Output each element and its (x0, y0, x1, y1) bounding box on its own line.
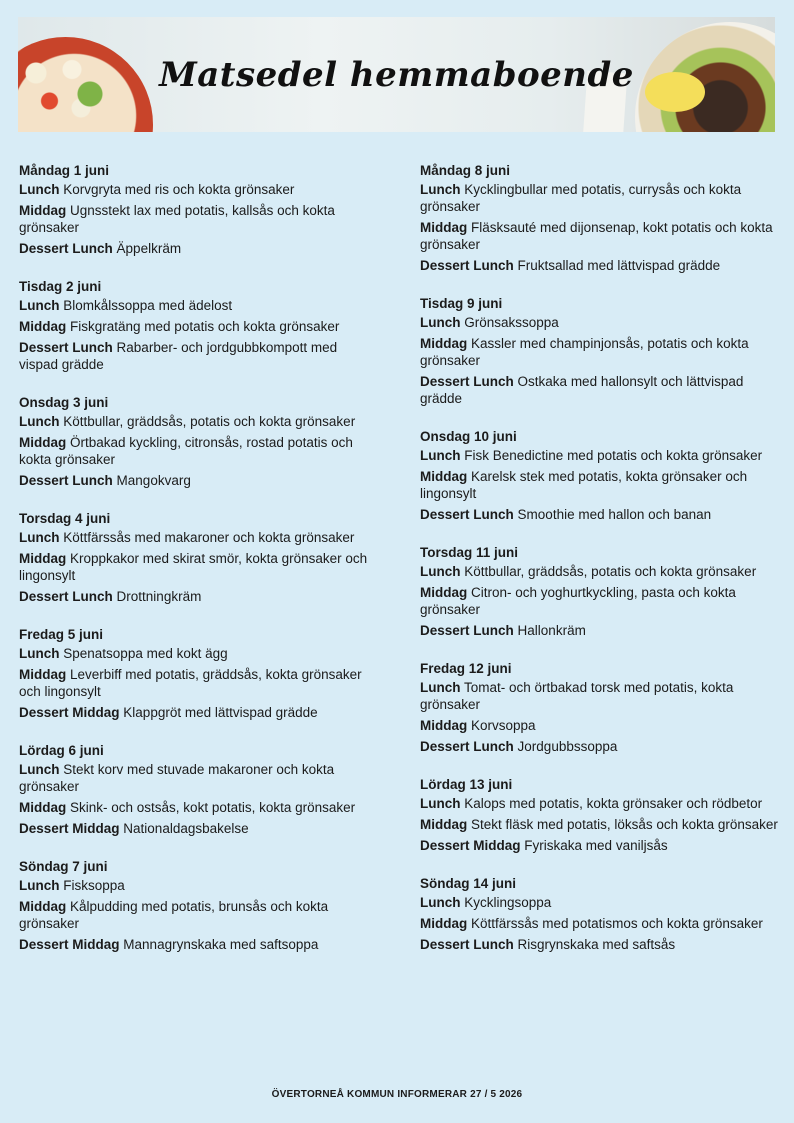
meal-text: Korvgryta med ris och kokta grönsaker (63, 182, 295, 197)
meal-line (19, 550, 379, 584)
day-title: Söndag 14 juni (420, 876, 517, 891)
meal-label: Middag (420, 469, 468, 484)
meal-label: Lunch (420, 315, 461, 330)
day-block (19, 508, 379, 605)
meal-label: Lunch (19, 182, 60, 197)
day-title: Tisdag 2 juni (19, 279, 102, 294)
day-title: Måndag 1 juni (19, 163, 110, 178)
meal-label: Lunch (420, 796, 461, 811)
meal-label: Dessert Lunch (420, 623, 514, 638)
meal-text: Kycklingbullar med potatis, currysås och kokta grönsaker (420, 182, 742, 214)
header-banner (18, 17, 775, 132)
page-title: Matsedel hemmaboende (159, 55, 634, 95)
meal-line (19, 240, 379, 257)
day-block (420, 426, 780, 523)
day-title: Torsdag 4 juni (19, 511, 111, 526)
day-block (19, 160, 379, 257)
meal-label: Middag (19, 551, 67, 566)
meal-label: Middag (420, 916, 468, 931)
meal-label: Middag (19, 667, 67, 682)
meal-line (420, 795, 780, 812)
meal-line (19, 529, 379, 546)
day-block (420, 774, 780, 854)
meal-label: Middag (420, 718, 468, 733)
day-title: Lördag 13 juni (420, 777, 513, 792)
meal-line (19, 472, 379, 489)
meal-text: Fyriskaka med vaniljsås (524, 838, 668, 853)
meal-text: Mannagrynskaka med saftsoppa (123, 937, 319, 952)
meal-label: Dessert Lunch (19, 340, 113, 355)
meal-label: Middag (19, 203, 67, 218)
meal-text: Blomkålssoppa med ädelost (63, 298, 233, 313)
meal-label: Middag (420, 585, 468, 600)
meal-label: Dessert Lunch (420, 374, 514, 389)
meal-line (19, 181, 379, 198)
meal-text: Köttbullar, gräddsås, potatis och kokta grönsaker (63, 414, 356, 429)
meal-text: Fläsksauté med dijonsenap, kokt potatis och kokta grönsaker (420, 220, 773, 252)
meal-line (420, 622, 780, 639)
meal-text: Smoothie med hallon och banan (517, 507, 712, 522)
meal-text: Stekt fläsk med potatis, löksås och kokta grönsaker (471, 817, 778, 832)
meal-text: Köttfärssås med potatismos och kokta grönsaker (471, 916, 763, 931)
day-block (420, 873, 780, 953)
meal-line (19, 645, 379, 662)
meal-text: Drottningkräm (116, 589, 202, 604)
meal-text: Äppelkräm (116, 241, 182, 256)
meal-line (420, 335, 780, 369)
menu-column-right (420, 160, 780, 972)
meal-label: Middag (19, 435, 67, 450)
meal-text: Hallonkräm (517, 623, 586, 638)
meal-label: Middag (19, 899, 67, 914)
meal-text: Fisk Benedictine med potatis och kokta grönsaker (464, 448, 763, 463)
meal-text: Stekt korv med stuvade makaroner och kokta grönsaker (19, 762, 335, 794)
day-title: Fredag 12 juni (420, 661, 512, 676)
footer-text: ÖVERTORNEÅ KOMMUN INFORMERAR 27 / 5 2026 (271, 1089, 523, 1100)
day-title: Onsdag 10 juni (420, 429, 517, 444)
meal-label: Middag (420, 817, 468, 832)
meal-line (420, 468, 780, 502)
meal-line (420, 219, 780, 253)
meal-label: Dessert Lunch (19, 241, 113, 256)
meal-line (420, 738, 780, 755)
meal-text: Korvsoppa (471, 718, 536, 733)
meal-text: Fiskgratäng med potatis och kokta grönsaker (70, 319, 340, 334)
meal-line (19, 704, 379, 721)
meal-line (420, 894, 780, 911)
meal-label: Dessert Lunch (19, 473, 113, 488)
meal-line (420, 584, 780, 618)
meal-label: Middag (19, 319, 67, 334)
day-block (420, 160, 780, 274)
meal-line (19, 318, 379, 335)
meal-line (19, 588, 379, 605)
meal-label: Lunch (420, 895, 461, 910)
meal-text: Ostkaka med hallonsylt och lättvispad grädde (420, 374, 744, 406)
meal-text: Karelsk stek med potatis, kokta grönsaker och lingonsylt (420, 469, 748, 501)
day-title: Söndag 7 juni (19, 859, 108, 874)
meal-line (19, 877, 379, 894)
meal-line (420, 679, 780, 713)
meal-label: Lunch (19, 530, 60, 545)
meal-line (19, 666, 379, 700)
meal-text: Tomat- och örtbakad torsk med potatis, kokta grönsaker (420, 680, 734, 712)
meal-label: Lunch (420, 182, 461, 197)
day-block (420, 542, 780, 639)
day-block (420, 293, 780, 407)
meal-text: Grönsakssoppa (464, 315, 559, 330)
meal-text: Leverbiff med potatis, gräddsås, kokta grönsaker och lingonsylt (19, 667, 362, 699)
meal-label: Lunch (420, 680, 461, 695)
meal-line (420, 506, 780, 523)
meal-line (420, 563, 780, 580)
meal-line (420, 314, 780, 331)
meal-line (420, 447, 780, 464)
day-title: Fredag 5 juni (19, 627, 104, 642)
meal-text: Rabarber- och jordgubbkompott med vispad grädde (19, 340, 338, 372)
meal-text: Kycklingsoppa (464, 895, 552, 910)
meal-text: Skink- och ostsås, kokt potatis, kokta grönsaker (70, 800, 356, 815)
day-title: Torsdag 11 juni (420, 545, 519, 560)
day-block (19, 740, 379, 837)
meal-line (19, 799, 379, 816)
meal-label: Dessert Middag (19, 937, 120, 952)
meal-label: Middag (420, 220, 468, 235)
meal-label: Dessert Middag (420, 838, 521, 853)
meal-label: Lunch (420, 564, 461, 579)
day-title: Onsdag 3 juni (19, 395, 109, 410)
day-title: Tisdag 9 juni (420, 296, 503, 311)
meal-text: Ugnsstekt lax med potatis, kallsås och kokta grönsaker (19, 203, 335, 235)
day-block (19, 392, 379, 489)
meal-label: Dessert Middag (19, 821, 120, 836)
meal-line (19, 820, 379, 837)
meal-label: Lunch (420, 448, 461, 463)
meal-line (420, 373, 780, 407)
meal-line (19, 339, 379, 373)
meal-line (19, 898, 379, 932)
meal-label: Dessert Middag (19, 705, 120, 720)
meal-label: Lunch (19, 762, 60, 777)
meal-label: Middag (420, 336, 468, 351)
meal-line (19, 936, 379, 953)
meal-line (420, 936, 780, 953)
meal-text: Köttbullar, gräddsås, potatis och kokta grönsaker (464, 564, 757, 579)
meal-line (420, 181, 780, 215)
day-title: Måndag 8 juni (420, 163, 511, 178)
meal-label: Lunch (19, 414, 60, 429)
day-block (19, 624, 379, 721)
meal-text: Fisksoppa (63, 878, 125, 893)
meal-label: Dessert Lunch (420, 507, 514, 522)
meal-line (19, 297, 379, 314)
day-block (19, 276, 379, 373)
meal-line (420, 717, 780, 734)
meal-text: Risgrynskaka med saftsås (517, 937, 676, 952)
day-title: Lördag 6 juni (19, 743, 104, 758)
meal-label: Lunch (19, 298, 60, 313)
meal-text: Köttfärssås med makaroner och kokta grönsaker (63, 530, 355, 545)
meal-text: Citron- och yoghurtkyckling, pasta och kokta grönsaker (420, 585, 736, 617)
meal-label: Dessert Lunch (420, 937, 514, 952)
meal-text: Kassler med champinjonsås, potatis och kokta grönsaker (420, 336, 749, 368)
meal-text: Kålpudding med potatis, brunsås och kokta grönsaker (19, 899, 329, 931)
meal-label: Lunch (19, 646, 60, 661)
meal-line (19, 413, 379, 430)
meal-label: Lunch (19, 878, 60, 893)
day-block (19, 856, 379, 953)
meal-label: Dessert Lunch (420, 258, 514, 273)
meal-text: Klappgröt med lättvispad grädde (123, 705, 318, 720)
meal-text: Spenatsoppa med kokt ägg (63, 646, 228, 661)
meal-text: Örtbakad kyckling, citronsås, rostad potatis och kokta grönsaker (19, 435, 353, 467)
meal-line (19, 434, 379, 468)
meal-text: Fruktsallad med lättvispad grädde (517, 258, 721, 273)
meal-line (420, 915, 780, 932)
menu-column-left (19, 160, 379, 972)
meal-text: Kalops med potatis, kokta grönsaker och rödbetor (464, 796, 763, 811)
meal-text: Nationaldagsbakelse (123, 821, 249, 836)
meal-label: Middag (19, 800, 67, 815)
meal-text: Mangokvarg (116, 473, 191, 488)
meal-line (420, 257, 780, 274)
meal-line (19, 202, 379, 236)
meal-line (19, 761, 379, 795)
meal-label: Dessert Lunch (19, 589, 113, 604)
day-block (420, 658, 780, 755)
meal-text: Kroppkakor med skirat smör, kokta grönsaker och lingonsylt (19, 551, 368, 583)
meal-line (420, 816, 780, 833)
meal-line (420, 837, 780, 854)
meal-text: Jordgubbssoppa (517, 739, 618, 754)
meal-label: Dessert Lunch (420, 739, 514, 754)
